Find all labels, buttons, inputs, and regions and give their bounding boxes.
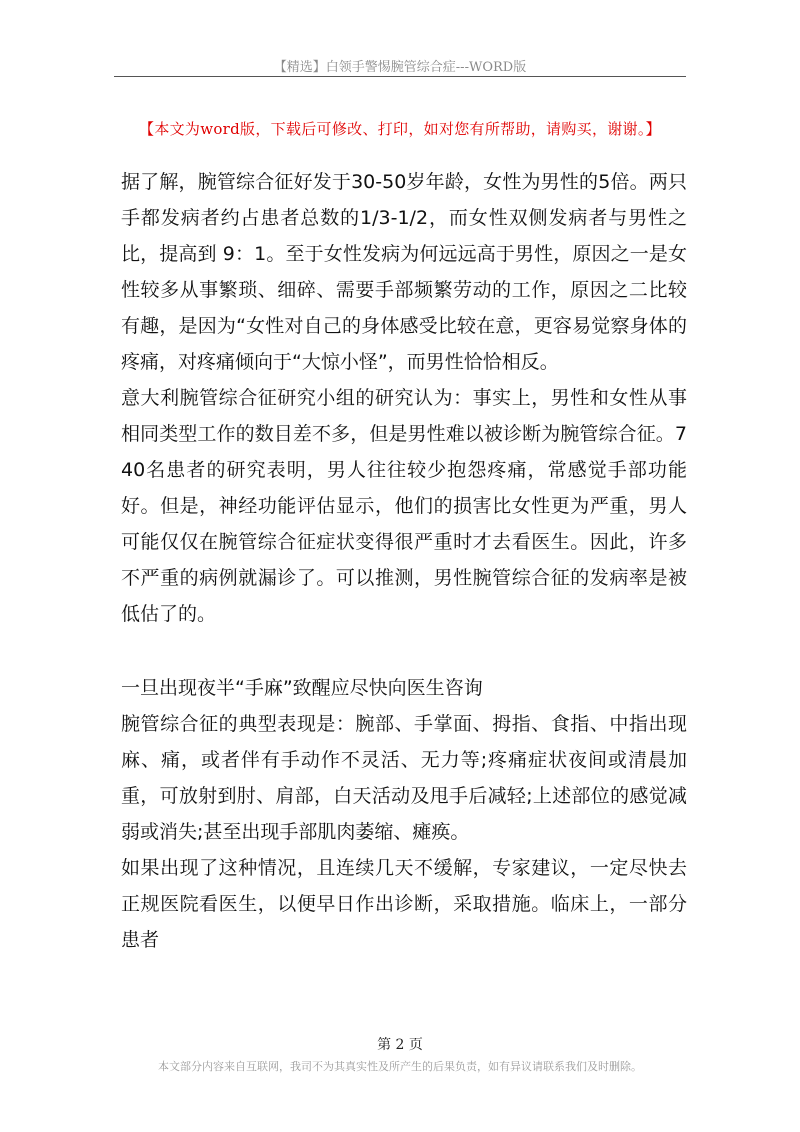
paragraph-4: 如果出现了这种情况，且连续几天不缓解，专家建议，一定尽快去正规医院看医生，以便早日作出诊断，采取措施。临床上，一部分患者 [121, 857, 687, 951]
page-header-title: 【精选】白领手警惕腕管综合症---WORD版 [273, 60, 527, 75]
paragraph-2: 意大利腕管综合征研究小组的研究认为：事实上，男性和女性从事相同类型工作的数目差不多，但是男性难以被诊断为腕管综合征。740名患者的研究表明，男人往往较少抱怨疼痛，常感觉手部功能好。但是，神经功能评估显示，他们的损害比女性更为严重，男人可能仅仅在腕管综合征症状变得很严重时才去看医生。因此，许多不严重的病例就漏诊了。可以推测，男性腕管综合征的发病率是被低估了的。 [121, 387, 687, 625]
section-heading: 一旦出现夜半“手麻”致醒应尽快向医生咨询 [121, 677, 483, 699]
download-notice: 【本文为word版，下载后可修改、打印，如对您有所帮助，请购买，谢谢。】 [139, 120, 661, 138]
paragraph-gap [121, 632, 687, 670]
header-divider [114, 76, 686, 77]
paragraph-3: 腕管综合征的典型表现是：腕部、手掌面、拇指、食指、中指出现麻、痛，或者伴有手动作不灵活、无力等;疼痛症状夜间或清晨加重，可放射到肘、肩部，白天活动及甩手后减轻;上述部位的感觉减弱或消失;甚至出现手部肌肉萎缩、瘫痪。 [121, 713, 687, 843]
page-number: 第 2 页 [377, 1037, 423, 1053]
document-body [121, 164, 687, 958]
footer-disclaimer: 本文部分内容来自互联网，我司不为其真实性及所产生的后果负责，如有异议请联系我们及时删除。 [158, 1060, 642, 1073]
paragraph-1: 据了解，腕管综合征好发于30-50岁年龄，女性为男性的5倍。两只手都发病者约占患者总数的1/3-1/2，而女性双侧发病者与男性之比，提高到 9：1。至于女性发病为何远远高于男性，原因之一是女性较多从事繁琐、细碎、需要手部频繁劳动的工作，原因之二比较有趣，是因为“女性对自己的身体感受比较在意，更容易觉察身体的疼痛，对疼痛倾向于“大惊小怪”，而男性恰恰相反。 [121, 171, 687, 373]
